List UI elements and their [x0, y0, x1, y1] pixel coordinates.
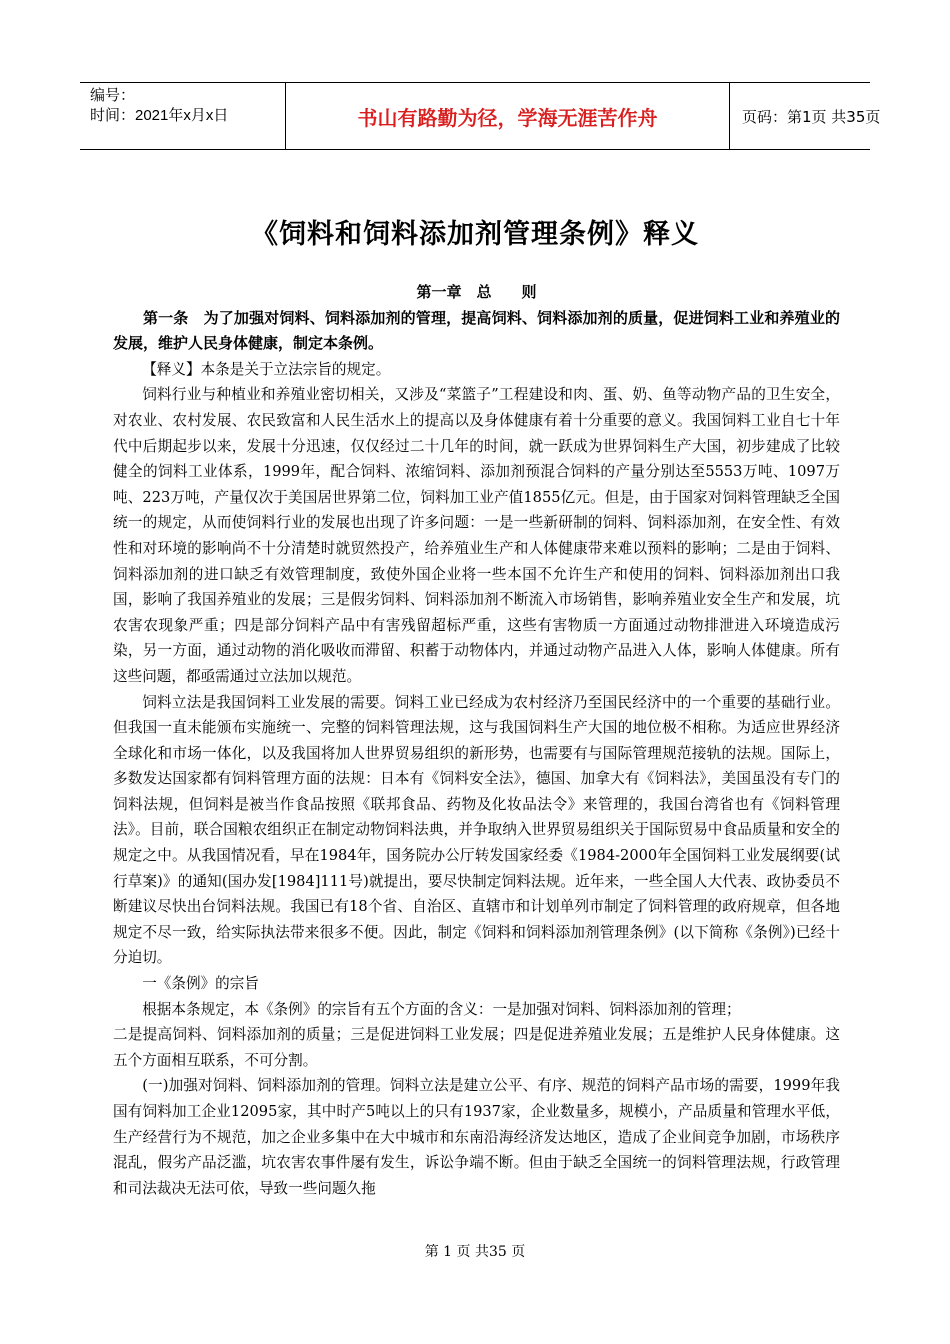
article-one: 第一条 为了加强对饲料、饲料添加剂的管理，提高饲料、饲料添加剂的质量，促进饲料工业和养殖业的发展，维护人民身体健康，制定本条例。 — [113, 308, 840, 353]
header-motto: 书山有路勤为径，学海无涯苦作舟 — [285, 83, 730, 149]
paragraph: 【释义】本条是关于立法宗旨的规定。 — [142, 360, 391, 378]
document-number-label: 编号： — [90, 87, 136, 104]
section-heading: 一《条例》的宗旨 — [142, 975, 259, 993]
document-body — [113, 280, 840, 1201]
page-footer: 第 1 页 共35 页 — [424, 1244, 526, 1260]
document-time-label: 时间：2021年x月x日 — [90, 107, 229, 124]
header-page-info: 页码：第1页 共35页 — [742, 107, 881, 126]
paragraph: 饲料行业与种植业和养殖业密切相关，又涉及“菜篮子”工程建设和肉、蛋、奶、鱼等动物产品的卫生安全，对农业、农村发展、农民致富和人民生活水上的提高以及身体健康有着十分重要的意义。我国饲料工业自七十年代中后期起步以来，发展十分迅速，仅仅经过二十几年的时间，就一跃成为世界饲料生产大国，初步建成了比较健全的饲料工业体系，1999年，配合饲料、浓缩饲料、添加剂预混合饲料的产量分别达至5553万吨、1097万吨、223万吨，产量仅次于美国居世界第二位，饲料加工业产值1855亿元。但是，由于国家对饲料管理缺乏全国统一的规定，从而使饲料行业的发展也出现了许多问题：一是一些新研制的饲料、饲料添加剂，在安全性、有效性和对环境的影响尚不十分清楚时就贸然投产，给养殖业生产和人体健康带来难以预料的影响；二是由于饲料、饲料添加剂的进口缺乏有效管理制度，致使外国企业将一些本国不允许生产和使用的饲料、饲料添加剂出口我国，影响了我国养殖业的发展；三是假劣饲料、饲料添加剂不断流入市场销售，影响养殖业安全生产和发展，坑农害农现象严重；四是部分饲料产品中有害残留超标严重，这些有害物质一方面通过动物排泄进入环境造成污染，另一方面，通过动物的消化吸收而滞留、积蓄于动物体内，并通过动物产品进入人体，影响人体健康。所有这些问题，都亟需通过立法加以规范。 — [113, 386, 840, 685]
paragraph: (一)加强对饲料、饲料添加剂的管理。饲料立法是建立公平、有序、规范的饲料产品市场的需要，1999年我国有饲料加工企业12095家，其中时产5吨以上的只有1937家，企业数量多，规模小，产品质量和管理水平低，生产经营行为不规范，加之企业多集中在大中城市和东南沿海经济发达地区，造成了企业间竞争加剧，市场秩序混乱，假劣产品泛滥，坑农害农事件屡有发生，诉讼争端不断。但由于缺乏全国统一的饲料管理法规，行政管理和司法裁决无法可依，导致一些问题久拖 — [113, 1077, 840, 1197]
paragraph: 二是提高饲料、饲料添加剂的质量；三是促进饲料工业发展；四是促进养殖业发展；五是维护人民身体健康。这五个方面相互联系，不可分割。 — [113, 1026, 840, 1069]
paragraph: 饲料立法是我国饲料工业发展的需要。饲料工业已经成为农村经济乃至国民经济中的一个重要的基础行业。但我国一直未能颁布实施统一、完整的饲料管理法规，这与我国饲料生产大国的地位极不相称。为适应世界经济全球化和市场一体化，以及我国将加人世界贸易组织的新形势，也需要有与国际管理规范接轨的法规。国际上，多数发达国家都有饲料管理方面的法规：日本有《饲料安全法》，德国、加拿大有《饲料法》，美国虽没有专门的饲料法规，但饲料是被当作食品按照《联邦食品、药物及化妆品法令》来管理的，我国台湾省也有《饲料管理法》。目前，联合国粮农组织正在制定动物饲料法典，并争取纳入世界贸易组织关于国际贸易中食品质量和安全的规定之中。从我国情况看，早在1984年，国务院办公厅转发国家经委《1984-2000年全国饲料工业发展纲要(试行草案)》的通知(国办发[1984]111号)就提出，要尽快制定饲料法规。近年来，一些全国人大代表、政协委员不断建议尽快出台饲料法规。我国已有18个省、自治区、直辖市和计划单列市制定了饲料管理的政府规章，但各地规定不尽一致，给实际执法带来很多不便。因此，制定《饲料和饲料添加剂管理条例》(以下简称《条例》)已经十分迫切。 — [113, 693, 840, 967]
paragraph: 根据本条规定，本《条例》的宗旨有五个方面的含义：一是加强对饲料、饲料添加剂的管理； — [142, 1000, 741, 1018]
document-title: 《饲料和饲料添加剂管理条例》释义 — [251, 219, 699, 250]
page-header — [80, 82, 881, 150]
header-meta — [80, 83, 285, 149]
chapter-heading: 第一章 总 则 — [416, 283, 537, 301]
